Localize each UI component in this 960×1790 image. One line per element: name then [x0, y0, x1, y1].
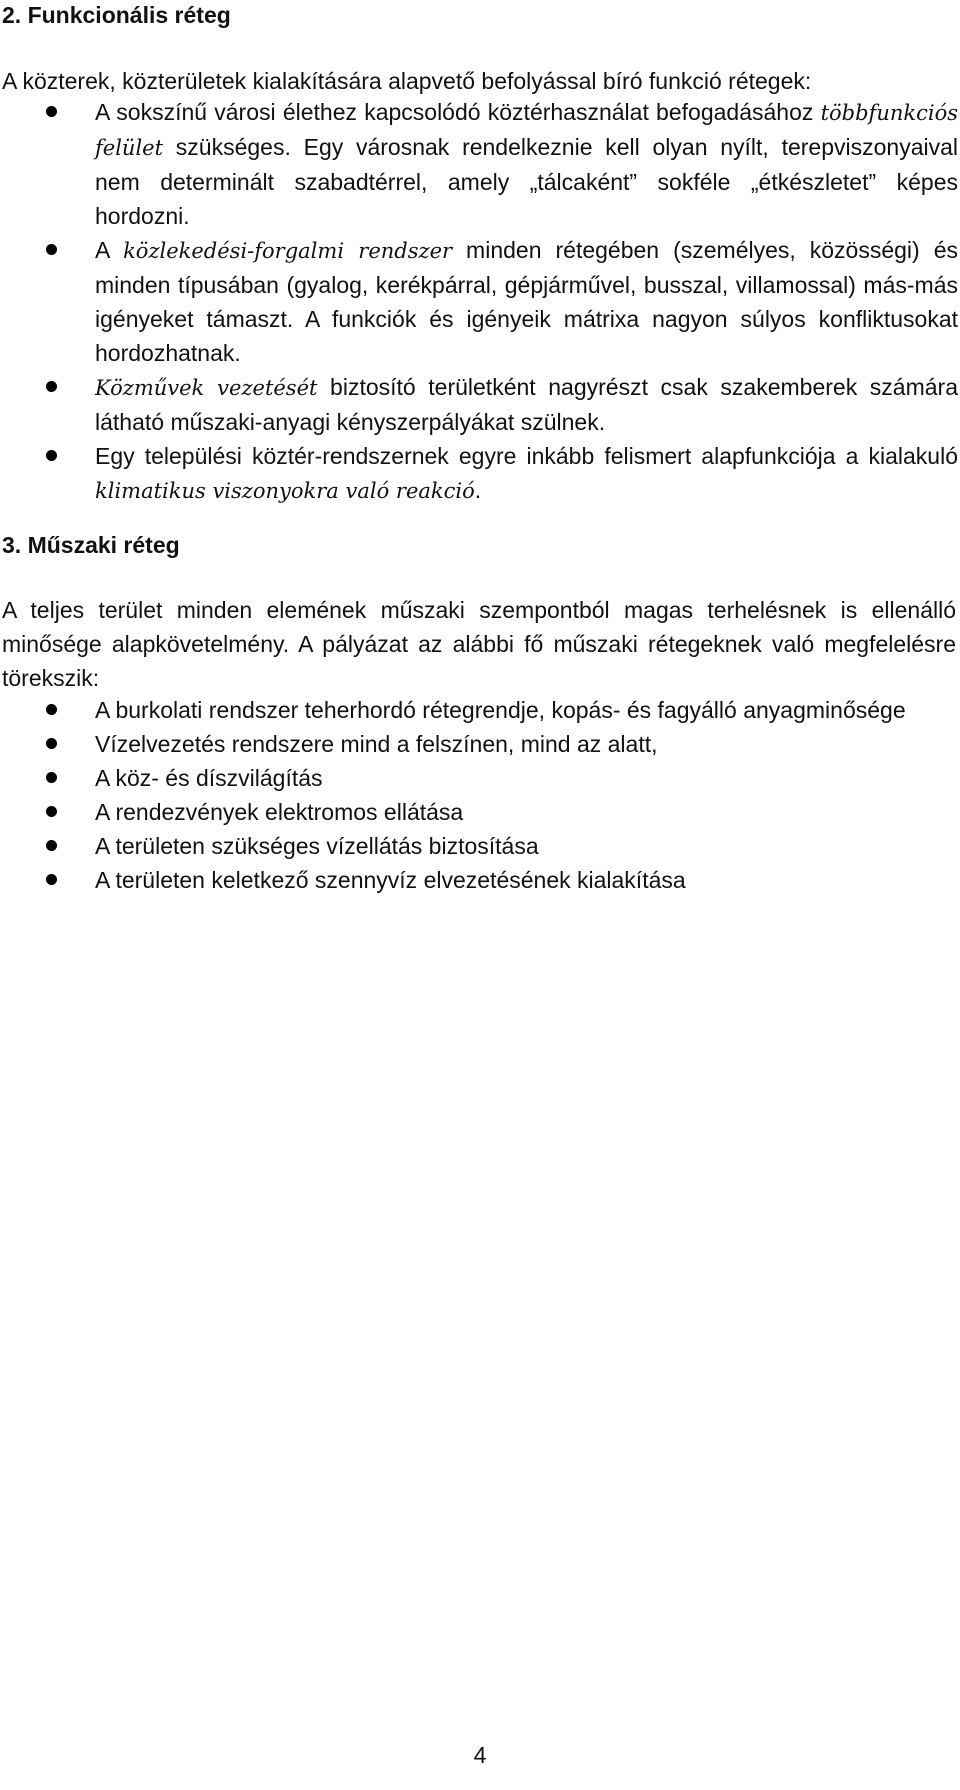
page-number: 4 — [473, 1742, 487, 1768]
list-item-text: . — [474, 477, 482, 503]
list-item — [0, 727, 960, 761]
list-item — [0, 863, 960, 897]
list-item — [0, 795, 960, 829]
bullet-icon — [46, 874, 57, 885]
bullet-icon — [46, 381, 57, 392]
bullet-icon — [46, 738, 57, 749]
list-item — [0, 233, 960, 370]
list-item-emphasis: többfunkciós felület — [95, 101, 958, 160]
bullet-icon — [46, 840, 57, 851]
list-item-text: A rendezvények elektromos ellátása — [95, 799, 464, 825]
list-item-text: minden rétegében (személyes, közösségi) és minden típusában (gyalog, kerékpárral, gépjárművel, busszal, villamossal) más-más igényeket támaszt. A funkciók és igényeik mátrixa nagyon súlyos konfliktusokat hordozhatnak. — [95, 237, 958, 366]
section-3-paragraph: A teljes terület minden elemének műszaki szempontból magas terhelésnek is ellenálló minősége alapkövetelmény. A pályázat az alábbi fő műszaki rétegeknek való megfelelésre törekszik: — [2, 597, 956, 691]
bullet-icon — [46, 450, 57, 461]
list-item — [0, 370, 960, 439]
section-3-heading: 3. Műszaki réteg — [2, 532, 180, 558]
list-item — [0, 95, 960, 233]
list-item-emphasis: klimatikus viszonyokra való reakció — [95, 479, 475, 503]
list-item — [0, 761, 960, 795]
list-item-text: Vízelvezetés rendszere mind a felszínen, mind az alatt, — [95, 731, 658, 757]
functional-layer-list — [0, 95, 960, 508]
list-item — [0, 439, 960, 508]
list-item — [0, 693, 960, 727]
list-item-text: A köz- és díszvilágítás — [95, 765, 323, 791]
technical-layer-list — [0, 693, 960, 897]
list-item-text: A — [95, 237, 124, 263]
list-item-emphasis: közlekedési-forgalmi rendszer — [123, 239, 453, 263]
list-item-emphasis: Közművek vezetését — [95, 376, 318, 400]
list-item-text: A sokszínű városi élethez kapcsolódó köztérhasználat befogadásához — [95, 99, 821, 125]
list-item-text: A burkolati rendszer teherhordó rétegrendje, kopás- és fagyálló anyagminősége — [95, 697, 906, 723]
list-item-text: A területen szükséges vízellátás biztosítása — [95, 833, 539, 859]
bullet-icon — [46, 244, 57, 255]
list-item-text: biztosító területként nagyrészt csak szakemberek számára látható műszaki-anyagi kényszerpályákat szülnek. — [95, 374, 958, 435]
list-item-text: Egy települési köztér-rendszernek egyre inkább felismert alapfunkciója a kialakuló — [95, 443, 958, 469]
list-item-text: A területen keletkező szennyvíz elvezetésének kialakítása — [95, 867, 686, 893]
list-item — [0, 829, 960, 863]
section-2-heading: 2. Funkcionális réteg — [2, 2, 231, 28]
list-item-text: szükséges. Egy városnak rendelkeznie kell olyan nyílt, terepviszonyaival nem determinált szabadtérrel, amely „tálcaként” sokféle „étkészletet” képes hordozni. — [95, 134, 958, 229]
section-2-intro: A közterek, közterületek kialakítására alapvető befolyással bíró funkció rétegek: — [2, 68, 812, 94]
bullet-icon — [46, 806, 57, 817]
bullet-icon — [46, 704, 57, 715]
bullet-icon — [46, 772, 57, 783]
bullet-icon — [46, 106, 57, 117]
